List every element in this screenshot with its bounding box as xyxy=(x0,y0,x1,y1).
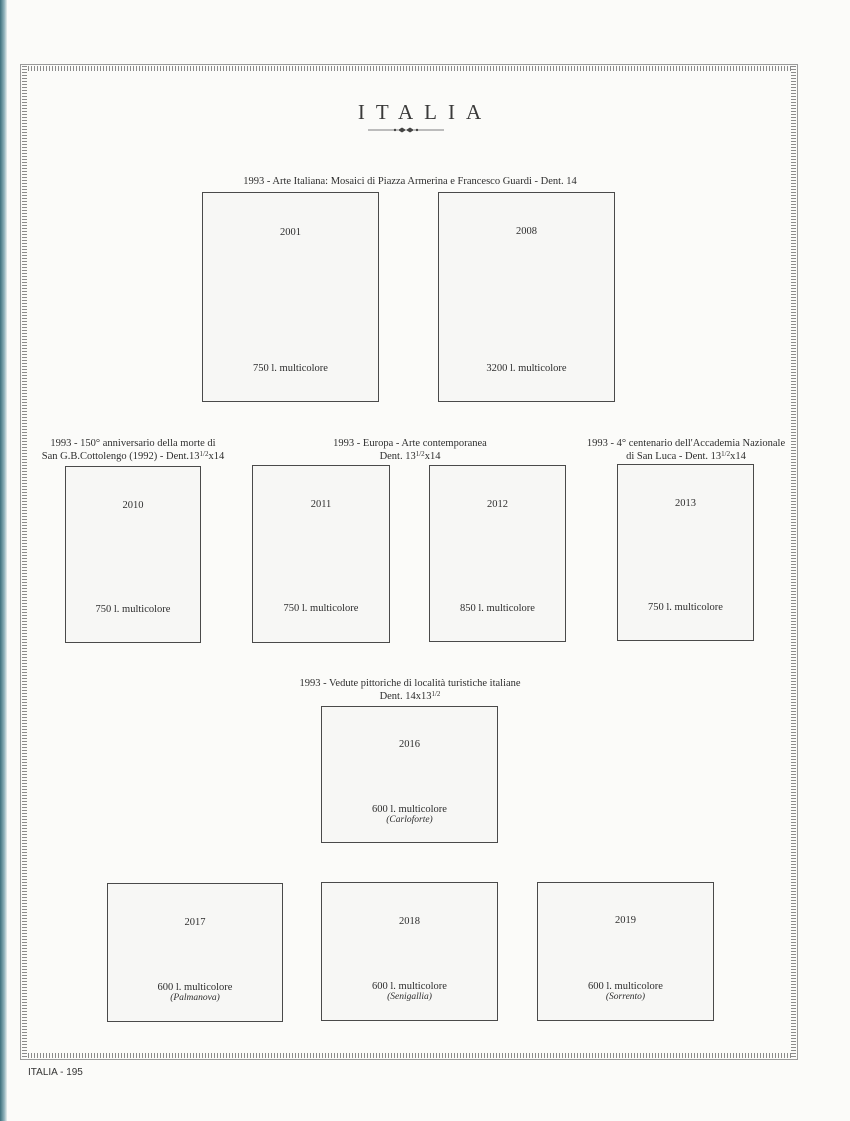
frame-border-bottom xyxy=(22,1053,796,1058)
stamp-value: 750 l. multicolore xyxy=(283,603,359,614)
stamp-number: 2008 xyxy=(516,226,537,237)
title-ornament-icon xyxy=(368,126,444,134)
page-number: 195 xyxy=(66,1067,83,1078)
stamp-place: (Sorrento) xyxy=(605,992,646,1002)
stamp-slot-2010 xyxy=(65,466,201,643)
section-heading-vedute-pittoriche: 1993 - Vedute pittoriche di località turistiche italiane Dent. $14x13^{1/2}$ xyxy=(299,678,521,702)
page-footer xyxy=(28,1067,83,1078)
stamp-number: 2019 xyxy=(615,915,636,926)
stamp-value: 600 l. multicolore (Carloforte) xyxy=(322,804,497,826)
stamp-number: 2012 xyxy=(487,499,508,510)
stamp-value: 600 l. multicolore (Palmanova) xyxy=(108,982,282,1004)
stamp-value: 600 l. multicolore (Sorrento) xyxy=(538,981,713,1003)
stamp-slot-2017 xyxy=(107,883,283,1022)
stamp-value: 3200 l. multicolore xyxy=(486,363,567,374)
stamp-slot-2011 xyxy=(252,465,390,643)
footer-separator: - xyxy=(60,1067,64,1078)
frame-border-top xyxy=(22,66,796,71)
stamp-slot-2012 xyxy=(429,465,566,642)
stamp-slot-2016 xyxy=(321,706,498,843)
stamp-number: 2011 xyxy=(310,499,332,510)
stamp-value: 750 l. multicolore xyxy=(95,604,171,615)
stamp-number: 2013 xyxy=(675,498,696,509)
frame-border-right xyxy=(791,66,796,1058)
stamp-place: (Carloforte) xyxy=(386,815,433,825)
section-heading-cottolengo: 1993 - 150° anniversario della morte di San G.B.Cottolengo $(1992) - Dent.13^{1/2}x14$ xyxy=(41,438,225,462)
stamp-slot-2019 xyxy=(537,882,714,1021)
stamp-slot-2013 xyxy=(617,464,754,641)
stamp-value: 750 l. multicolore xyxy=(253,363,328,374)
stamp-slot-2008 xyxy=(438,192,615,402)
section-heading-europa: 1993 - Europa - Arte contemporanea Dent. $13^{1/2}x14$ xyxy=(333,438,487,462)
stamp-place: (Senigallia) xyxy=(387,992,432,1002)
section-heading-arte-italiana: 1993 - Arte Italiana: Mosaici di Piazza Armerina e Francesco Guardi - Dent. 14 xyxy=(243,176,577,187)
footer-country: ITALIA xyxy=(28,1067,58,1078)
stamp-number: 2016 xyxy=(399,739,420,750)
stamp-value: 850 l. multicolore xyxy=(460,603,535,614)
stamp-number: 2010 xyxy=(122,500,144,511)
stamp-slot-2018 xyxy=(321,882,498,1021)
frame-border-left xyxy=(22,66,27,1058)
stamp-number: 2018 xyxy=(399,916,420,927)
stamp-number: 2017 xyxy=(184,917,206,928)
stamp-number: 2001 xyxy=(280,227,301,238)
page-title: ITALIA xyxy=(357,100,493,124)
section-heading-accademia-san-luca: 1993 - 4° centenario dell'Accademia Nazionale di San Luca - Dent. $13^{1/2}x14$ xyxy=(586,438,786,462)
stamp-slot-2001 xyxy=(202,192,379,402)
stamp-value: 600 l. multicolore (Senigallia) xyxy=(322,981,497,1003)
stamp-value: 750 l. multicolore xyxy=(648,602,723,613)
binding-edge xyxy=(0,0,7,1121)
stamp-place: (Palmanova) xyxy=(170,993,220,1003)
